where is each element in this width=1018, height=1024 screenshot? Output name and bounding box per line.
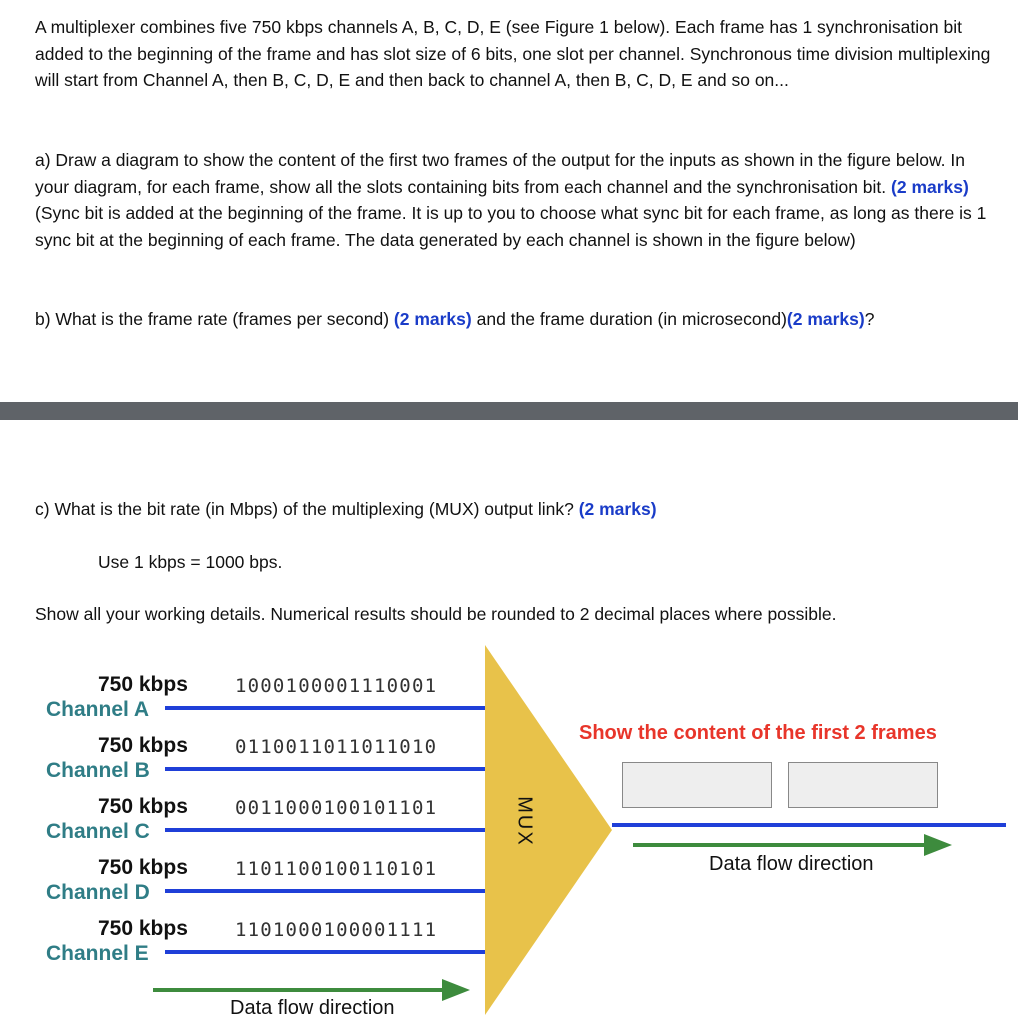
part-b-text: b) What is the frame rate (frames per second) [35,309,390,329]
frame-box-1 [622,762,772,808]
part-b-end: ? [864,309,875,329]
channel-line [165,889,485,893]
mux-label: MUX [513,796,536,847]
channel-line [165,828,485,832]
part-c-text: c) What is the bit rate (in Mbps) of the multiplexing (MUX) output link? [35,499,574,519]
channel-bits: 0110011011011010 [235,736,438,758]
channel-name: Channel E [46,942,149,965]
output-arrow-head [924,834,952,856]
input-arrow-head [442,979,470,1001]
channel-rate: 750 kbps [98,795,188,818]
part-b-text-2: and the frame duration (in microsecond) [476,309,787,329]
working-text: Show all your working details. Numerical results should be rounded to 2 decimal places where possible. [35,604,837,624]
channel-bits: 1101000100001111 [235,919,438,941]
mux-triangle [485,645,612,1015]
output-title: Show the content of the first 2 frames [579,722,937,744]
unit-note-text: Use 1 kbps = 1000 bps. [98,552,283,572]
channel-rate: 750 kbps [98,734,188,757]
channel-rate: 750 kbps [98,856,188,879]
part-a-text: a) Draw a diagram to show the content of the first two frames of the output for the inputs as shown in the figure below. In your diagram, for each frame, show all the slots containing bits from each channel and the synchronisation bit. [35,150,965,197]
output-line [612,823,1006,827]
channel-name: Channel D [46,881,150,904]
intro-text: A multiplexer combines five 750 kbps channels A, B, C, D, E (see Figure 1 below). Each frame has 1 synchronisation bit added to the beginning of the frame and has slot size of 6 bits, one slot per channel. Synchronous time division multiplexing will start from Channel A, then B, C, D, E and then back to channel A, then B, C, D, E and so on... [35,17,991,90]
channel-line [165,950,485,954]
channel-bits: 1101100100110101 [235,858,438,880]
channel-name: Channel C [46,820,150,843]
channel-line [165,706,485,710]
input-flow-label: Data flow direction [230,997,395,1019]
frame-box-2 [788,762,938,808]
channel-line [165,767,485,771]
part-a-note: (Sync bit is added at the beginning of the frame. It is up to you to choose what sync bit for each frame, as long as there is 1 sync bit at the beginning of each frame. The data generated by each channel is shown in the figure below) [35,203,987,250]
part-b-marks-2: (2 marks) [786,309,865,329]
output-flow-label: Data flow direction [709,853,874,875]
part-c-marks: (2 marks) [578,499,657,519]
channel-bits: 1000100001110001 [235,675,438,697]
part-b-marks-1: (2 marks) [393,309,472,329]
channel-bits: 0011000100101101 [235,797,438,819]
channel-name: Channel B [46,759,150,782]
channel-rate: 750 kbps [98,917,188,940]
channel-name: Channel A [46,698,150,721]
channel-rate: 750 kbps [98,673,188,696]
part-a-marks: (2 marks) [891,176,969,197]
